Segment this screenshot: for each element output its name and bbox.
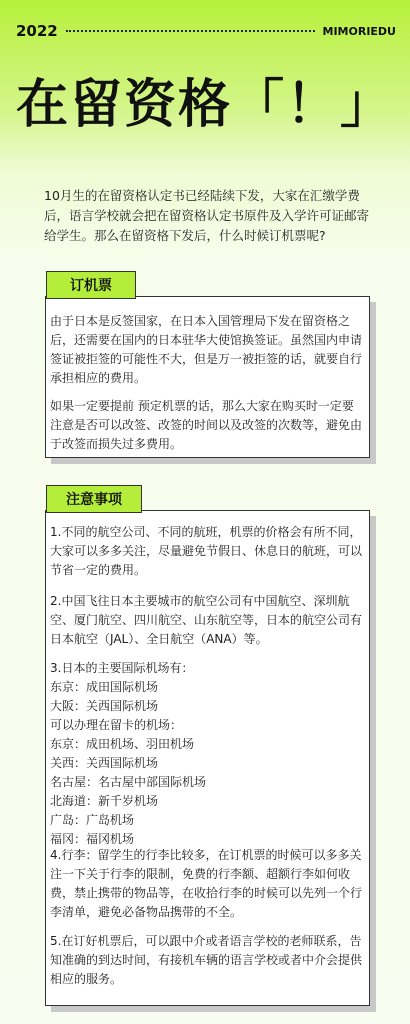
airports-line: 可以办理在留卡的机场： bbox=[50, 718, 183, 732]
airports-line: 东京：成田国际机场 bbox=[50, 680, 159, 694]
booking-paragraph-1: 由于日本是反签国家，在日本入国管理局下发在留资格之后，还需要在国内的日本驻华大使馆换签证。虽然国内申请签证被拒签的可能性不大，但是万一被拒签的话，就要自行承担相应的费用。 bbox=[50, 314, 363, 385]
notes-item-5: 5.在订好机票后，可以跟中介或者语言学校的老师联系，告知准确的到达时间，有接机车辆的语言学校或者中介会提供相应的服务。 bbox=[50, 934, 363, 986]
page-title: 在留资格「！」 bbox=[15, 75, 394, 135]
dotted-divider bbox=[66, 30, 315, 32]
airports-line: 关西：关西国际机场 bbox=[50, 756, 159, 770]
notes-item-4: 4.行李：留学生的行李比较多，在订机票的时候可以多多关注一下关于行李的限制，免费的行李额、超额行李如何收费，禁止携带的物品等，在收拾行李的时候可以先列一个行李清单，避免必备物品携带的不全。 bbox=[50, 848, 363, 919]
airports-line: 广岛：广岛机场 bbox=[50, 813, 135, 827]
airports-line: 北海道：新千岁机场 bbox=[50, 794, 159, 808]
notes-item-1: 1.不同的航空公司、不同的航班，机票的价格会有所不同，大家可以多多关注，尽量避免节假日、休息日的航班，可以节省一定的费用。 bbox=[50, 525, 363, 577]
notes-tag: 注意事项 bbox=[46, 485, 142, 513]
airports-line: 福冈：福冈机场 bbox=[50, 832, 135, 846]
notes-item-2: 2.中国飞往日本主要城市的航空公司有中国航空、深圳航空、厦门航空、四川航空、山东航空等，日本的航空公司有日本航空（JAL）、全日航空（ANA）等。 bbox=[50, 594, 363, 646]
brand-label: MIMORIEDU bbox=[322, 24, 396, 38]
airports-line: 名古屋：名古屋中部国际机场 bbox=[50, 775, 207, 789]
booking-tag: 订机票 bbox=[46, 271, 136, 299]
airports-list bbox=[50, 659, 365, 849]
airports-line: 大阪：关西国际机场 bbox=[50, 699, 159, 713]
booking-paragraph-2: 如果一定要提前 预定机票的话，那么大家在购买时一定要注意是否可以改签、改签的时间以及改签的次数等，避免由于改签而损失过多费用。 bbox=[50, 399, 363, 451]
intro-text: 10月生的在留资格认定书已经陆续下发，大家在汇缴学费后，语言学校就会把在留资格认定书原件及入学许可证邮寄给学生。那么在留资格下发后，什么时候订机票呢? bbox=[44, 188, 370, 243]
airports-line: 3.日本的主要国际机场有： bbox=[50, 661, 194, 675]
top-bar bbox=[16, 20, 396, 42]
airports-line: 东京：成田机场、羽田机场 bbox=[50, 737, 195, 751]
year-label: 2022 bbox=[16, 22, 58, 40]
